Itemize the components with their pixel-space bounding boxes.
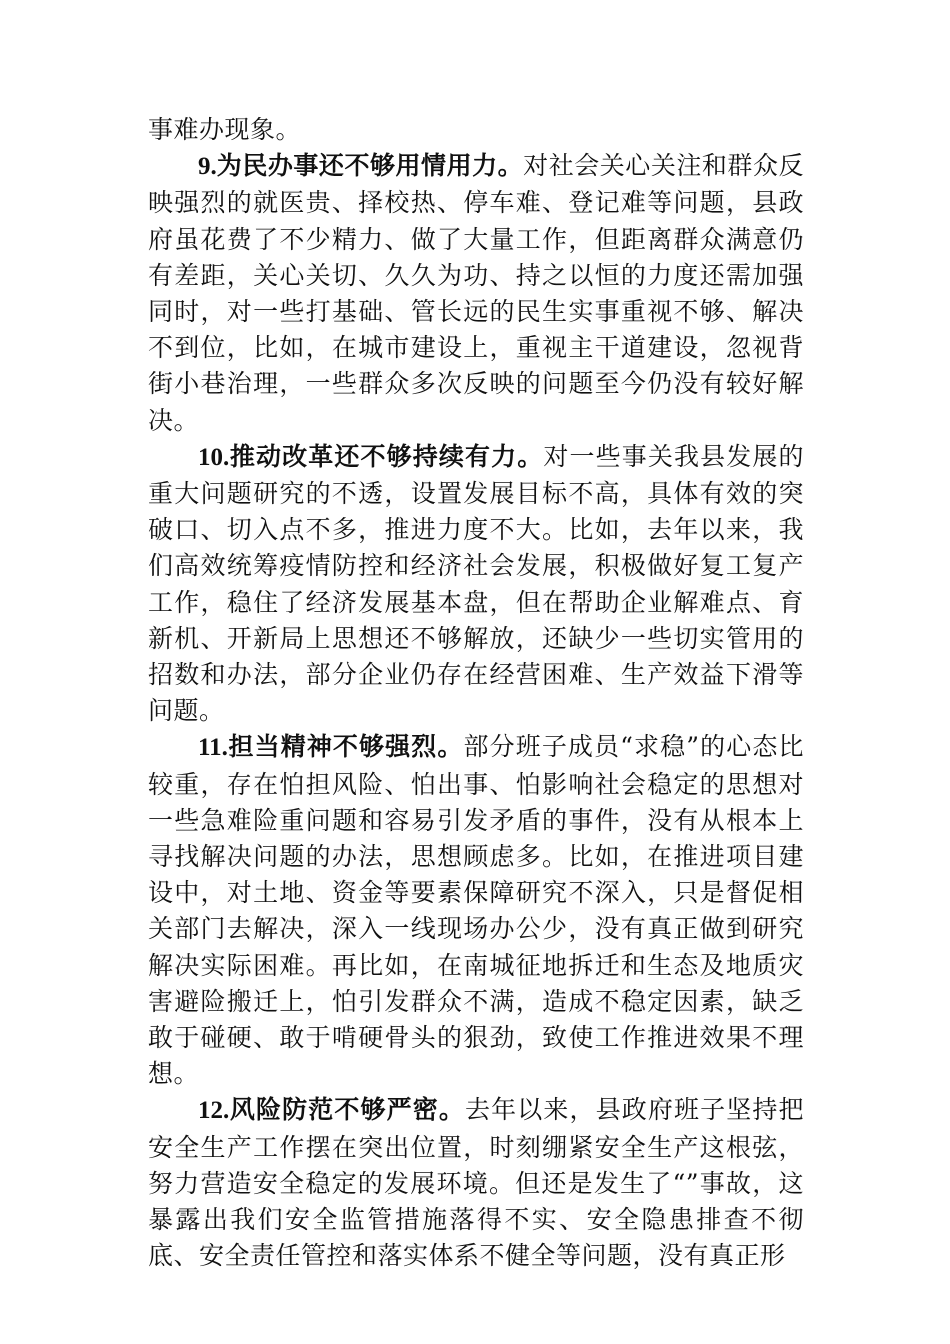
- paragraph-item-10: [148, 439, 804, 730]
- paragraph-item-12: [148, 1092, 804, 1274]
- paragraph-item-11: [148, 729, 804, 1092]
- paragraph-number: 9.: [198, 153, 217, 181]
- paragraph-heading: [198, 1095, 465, 1124]
- paragraph-body: 事难办现象。: [148, 115, 302, 144]
- paragraph-heading: [198, 732, 463, 761]
- paragraph-heading-text: 为民办事还不够用情用力。: [216, 151, 524, 181]
- paragraph-heading: [198, 442, 543, 471]
- paragraph-heading-text: 推动改革还不够持续有力。: [229, 441, 544, 471]
- paragraph-number: 11.: [198, 734, 228, 762]
- paragraph-heading-text: 风险防范不够严密。: [229, 1095, 465, 1125]
- paragraph-body: 对社会关心关注和群众反映强烈的就医贵、择校热、停车难、登记难等问题，县政府虽花费了不少精力、做了大量工作，但距离群众满意仍有差距，关心关切、久久为功、持之以恒的力度还需加强同时，对一些打基础、管长远的民生实事重视不够、解决不到位，比如，在城市建设上，重视主干道建设，忽视背街小巷治理，一些群众多次反映的问题至今仍没有较好解决。: [148, 151, 804, 435]
- paragraph-body: 去年以来，县政府班子坚持把安全生产工作摆在突出位置，时刻绷紧安全生产这根弦，努力营造安全稳定的发展环境。但还是发生了“”事故，这暴露出我们安全监管措施落得不实、安全隐患排查不彻底、安全责任管控和落实体系不健全等问题，没有真正形: [148, 1095, 804, 1271]
- paragraph-number: 10.: [198, 443, 230, 471]
- paragraph-continuation: [148, 112, 804, 148]
- paragraph-number: 12.: [198, 1097, 230, 1125]
- document-body: [148, 112, 804, 1275]
- paragraph-body: 部分班子成员“求稳”的心态比较重，存在怕担风险、怕出事、怕影响社会稳定的思想对一些急难险重问题和容易引发矛盾的事件，没有从根本上寻找解决问题的办法，思想顾虑多。比如，在推进项目建设中，对土地、资金等要素保障研究不深入，只是督促相关部门去解决，深入一线现场办公少，没有真正做到研究解决实际困难。再比如，在南城征地拆迁和生态及地质灾害避险搬迁上，怕引发群众不满，造成不稳定因素，缺乏敢于碰硬、敢于啃硬骨头的狠劲，致使工作推进效果不理想。: [148, 732, 804, 1089]
- paragraph-body: 对一些事关我县发展的重大问题研究的不透，设置发展目标不高，具体有效的突破口、切入点不多，推进力度不大。比如，去年以来，我们高效统筹疫情防控和经济社会发展，积极做好复工复产工作，稳住了经济发展基本盘，但在帮助企业解难点、育新机、开新局上思想还不够解放，还缺少一些切实管用的招数和办法，部分企业仍存在经营困难、生产效益下滑等问题。: [148, 441, 804, 726]
- paragraph-item-9: [148, 148, 804, 439]
- paragraph-heading-text: 担当精神不够强烈。: [227, 732, 464, 762]
- paragraph-heading: [198, 151, 523, 180]
